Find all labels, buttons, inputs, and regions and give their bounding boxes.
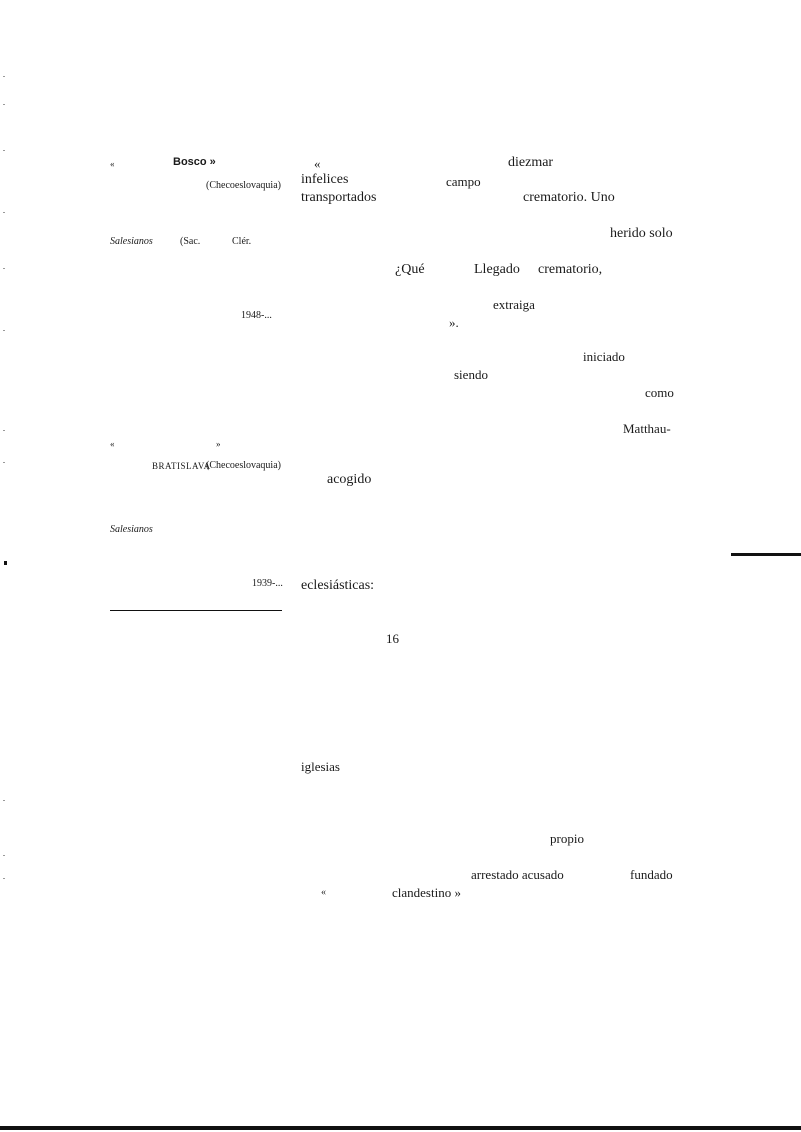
word: clandestino » — [392, 885, 461, 900]
margin-mark — [3, 104, 5, 105]
quote-mark: « — [321, 887, 326, 898]
margin-mark — [3, 800, 5, 801]
word: propio — [550, 831, 584, 846]
city-label: BRATISLAVA — [152, 461, 211, 471]
margin-mark — [3, 878, 5, 879]
word: como — [645, 385, 674, 400]
cler-label: Clér. — [232, 236, 252, 247]
quote-mark: « — [110, 159, 115, 169]
word: Llegado — [474, 262, 520, 277]
word: transportados — [301, 190, 377, 205]
word: ¿Qué — [395, 262, 425, 277]
quote-mark: « — [314, 156, 321, 171]
order-label: Salesianos — [110, 524, 153, 535]
bosco-heading: Bosco » — [173, 156, 216, 168]
country-label: (Checoeslovaquia) — [206, 460, 281, 471]
year-label: 1948-... — [241, 310, 272, 321]
edge-rule — [731, 553, 801, 556]
margin-mark — [3, 76, 5, 77]
word: eclesiásticas: — [301, 578, 375, 593]
word: acogido — [327, 472, 372, 487]
word: iniciado — [583, 349, 625, 364]
word: crematorio, — [538, 262, 603, 277]
page-number: 16 — [386, 631, 399, 646]
word: infelices — [301, 172, 349, 187]
margin-mark — [3, 462, 5, 463]
margin-mark — [3, 268, 5, 269]
year-label: 1939-... — [252, 578, 283, 589]
margin-mark — [3, 430, 5, 431]
word: diezmar — [508, 155, 554, 170]
margin-mark — [3, 150, 5, 151]
country-label: (Checoeslovaquia) — [206, 180, 281, 191]
order-label: Salesianos — [110, 236, 153, 247]
quote-mark: » — [216, 439, 221, 449]
word: extraiga — [493, 297, 535, 312]
margin-mark — [3, 212, 5, 213]
word: siendo — [454, 367, 488, 382]
word: campo — [446, 174, 481, 189]
word: herido solo — [610, 226, 673, 241]
margin-mark — [3, 330, 5, 331]
word: fundado — [630, 867, 673, 882]
sac-label: (Sac. — [180, 236, 201, 247]
word: Matthau- — [623, 421, 671, 436]
quote-mark: « — [110, 439, 115, 449]
quote-mark: ». — [449, 315, 459, 330]
footnote-rule — [110, 610, 282, 611]
word: crematorio. Uno — [523, 190, 615, 205]
margin-mark — [3, 855, 5, 856]
bottom-border — [0, 1126, 801, 1130]
word: arrestado acusado — [471, 867, 564, 882]
margin-dot — [4, 561, 7, 565]
word: iglesias — [301, 759, 340, 774]
